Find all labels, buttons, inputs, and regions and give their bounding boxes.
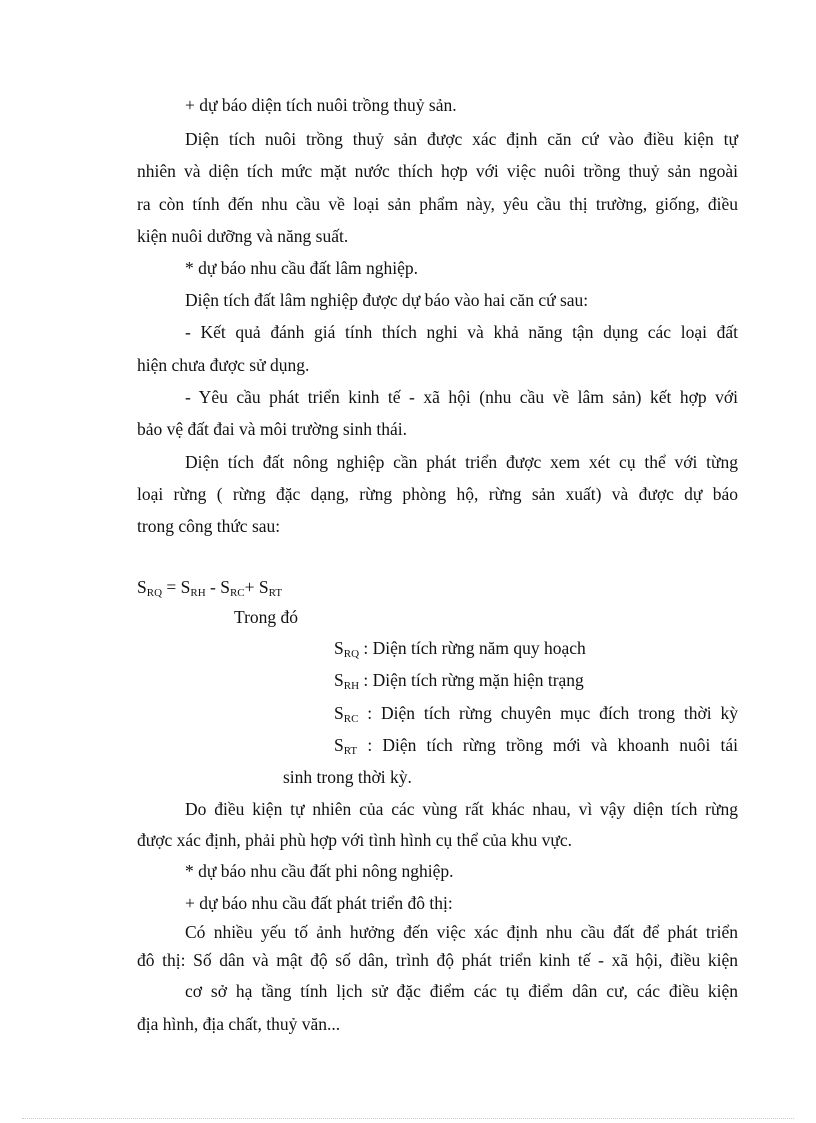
- definition-srq: $S_{RQ}$ : Diện tích rừng năm quy hoạch: [334, 638, 586, 660]
- list-item: - Kết quả đánh giá tính thích nghi và khả năng tận dụng các loại đất: [185, 322, 738, 342]
- paragraph-line: được xác định, phải phù hợp với tình hình cụ thể của khu vực.: [137, 830, 573, 850]
- heading-aquaculture-forecast: + dự báo diện tích nuôi trồng thuỷ sản.: [185, 95, 457, 115]
- paragraph-line: cơ sở hạ tầng tính lịch sử đặc điểm các tụ điểm dân cư, các điều kiện: [185, 981, 738, 1001]
- paragraph-line: loại rừng ( rừng đặc dạng, rừng phòng hộ, rừng sản xuất) và được dự báo: [137, 484, 738, 504]
- paragraph-line: Có nhiều yếu tố ảnh hưởng đến việc xác định nhu cầu đất để phát triển: [185, 922, 738, 942]
- footer-dotted-divider: [22, 1118, 794, 1119]
- paragraph-line: ra còn tính đến nhu cầu về loại sản phẩm này, yêu cầu thị trường, giống, điều: [137, 194, 738, 214]
- heading-forestry-land-forecast: * dự báo nhu cầu đất lâm nghiệp.: [185, 258, 419, 278]
- definition-src: $S_{RC}$ : Diện tích rừng chuyên mục đích trong thời kỳ: [334, 703, 738, 725]
- paragraph-line: Diện tích đất nông nghiệp cần phát triển được xem xét cụ thể với từng: [185, 452, 738, 472]
- list-item: - Yêu cầu phát triển kinh tế - xã hội (nhu cầu về lâm sản) kết hợp với: [185, 387, 738, 407]
- heading-urban-land: + dự báo nhu cầu đất phát triển đô thị:: [185, 893, 453, 913]
- paragraph-line: nhiên và diện tích mức mặt nước thích hợp với việc nuôi trồng thuỷ sản ngoài: [137, 161, 738, 181]
- paragraph-line: Diện tích nuôi trồng thuỷ sản được xác định căn cứ vào điều kiện tự: [185, 129, 738, 149]
- paragraph-line: kiện nuôi dưỡng và năng suất.: [137, 226, 349, 246]
- where-label: Trong đó: [234, 607, 299, 627]
- paragraph-line: Do điều kiện tự nhiên của các vùng rất khác nhau, vì vậy diện tích rừng: [185, 799, 738, 819]
- paragraph-line: đô thị: Số dân và mật độ số dân, trình độ phát triển kinh tế - xã hội, điều kiện: [137, 950, 738, 970]
- list-item-continuation: hiện chưa được sử dụng.: [137, 355, 310, 375]
- paragraph-line: địa hình, địa chất, thuỷ văn...: [137, 1014, 341, 1034]
- definition-srt: $S_{RT}$ : Diện tích rừng trồng mới và khoanh nuôi tái: [334, 735, 739, 757]
- heading-non-agricultural-land: * dự báo nhu cầu đất phi nông nghiệp.: [185, 861, 454, 881]
- list-item-continuation: bảo vệ đất đai và môi trường sinh thái.: [137, 419, 408, 439]
- paragraph-line: Diện tích đất lâm nghiệp được dự báo vào hai căn cứ sau:: [185, 290, 589, 310]
- definition-srt-continuation: sinh trong thời kỳ.: [283, 767, 412, 787]
- forest-area-formula: $S_{RQ} = S_{RH} - S_{RC}+ S_{RT}$: [137, 577, 283, 599]
- paragraph-line: trong công thức sau:: [137, 516, 281, 536]
- definition-srh: $S_{RH}$ : Diện tích rừng mặn hiện trạng: [334, 670, 584, 692]
